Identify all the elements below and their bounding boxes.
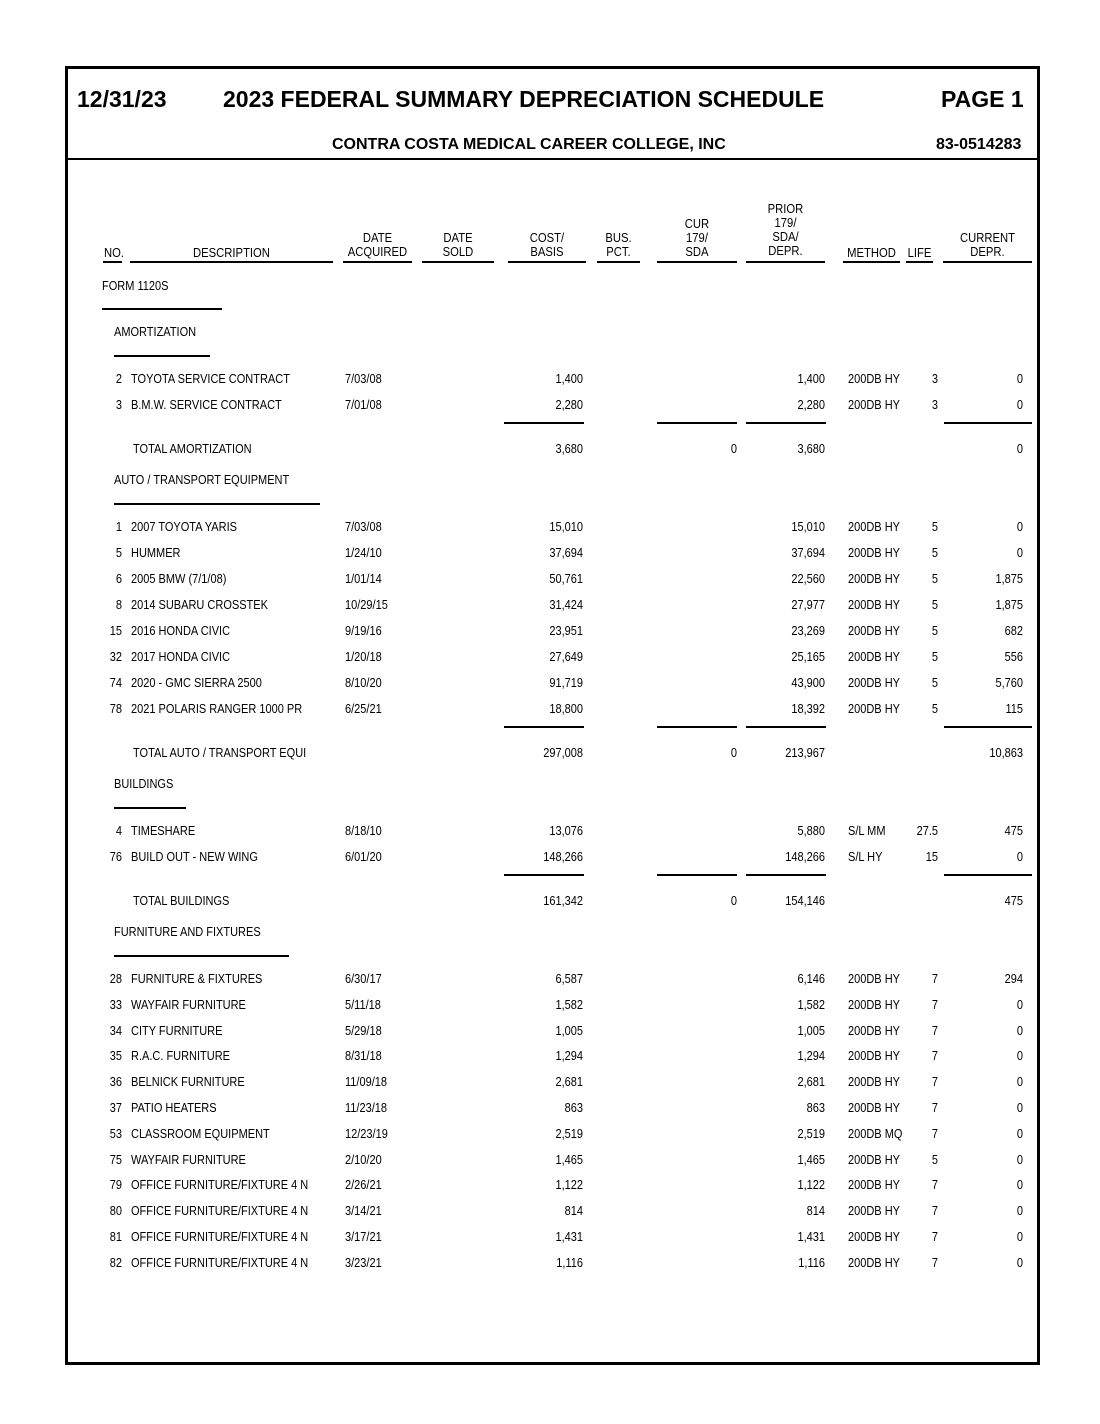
cost-basis: 18,800 [549,702,583,716]
asset-description: WAYFAIR FURNITURE [131,997,246,1012]
method: 200DB HY [848,520,900,534]
col-header-text: SDA [685,244,709,259]
date-acquired: 3/14/21 [345,1204,382,1219]
section-heading: FURNITURE AND FIXTURES [114,925,261,939]
section-heading: BUILDINGS [114,777,174,791]
cost-basis: 27,649 [549,650,583,664]
prior-depreciation: 22,560 [791,572,825,586]
asset-number: 4 [115,824,122,838]
section-underline [114,503,320,505]
cost-basis: 91,719 [549,676,583,690]
date-acquired: 1/01/14 [345,572,382,586]
asset-number: 32 [109,650,122,664]
asset-description: OFFICE FURNITURE/FIXTURE 4 N [131,1204,309,1219]
date-acquired: 11/23/18 [345,1101,388,1115]
asset-number: 3 [115,398,122,412]
date-acquired: 12/23/19 [345,1126,388,1141]
life: 7 [931,1049,938,1064]
asset-description: 2016 HONDA CIVIC [131,624,231,638]
total-prior-depreciation: 154,146 [785,894,825,908]
section-underline [114,955,289,957]
method: 200DB HY [848,676,900,690]
prior-depreciation: 15,010 [791,520,825,534]
asset-number: 82 [109,1255,122,1270]
current-depreciation: 0 [1016,850,1023,864]
asset-description: 2014 SUBARU CROSSTEK [131,598,268,612]
asset-description: R.A.C. FURNITURE [131,1049,230,1064]
method: 200DB HY [848,1204,900,1219]
asset-number: 1 [115,520,122,534]
current-depreciation: 0 [1016,1101,1023,1115]
current-depreciation: 0 [1016,1075,1023,1090]
col-header-underline [746,261,825,263]
method: 200DB HY [848,972,900,986]
company-name: CONTRA COSTA MEDICAL CAREER COLLEGE, INC [332,136,726,153]
col-header-underline [843,261,900,263]
prior-depreciation: 148,266 [785,850,825,864]
asset-number: 53 [109,1126,122,1141]
date-acquired: 7/03/08 [345,372,382,386]
total-cost-basis: 297,008 [543,746,583,760]
asset-number: 8 [115,598,122,612]
asset-description: HUMMER [131,546,181,560]
prior-depreciation: 25,165 [791,650,825,664]
section-heading: AMORTIZATION [114,325,197,339]
current-depreciation: 682 [1004,624,1023,638]
total-rule [504,422,584,424]
life: 7 [931,1126,938,1141]
cost-basis: 6,587 [555,972,583,986]
current-depreciation: 0 [1016,1152,1023,1167]
total-cost-basis: 161,342 [543,894,583,908]
asset-number: 28 [109,972,122,986]
date-acquired: 10/29/15 [345,598,388,612]
form-label: FORM 1120S [102,279,169,293]
current-depreciation: 0 [1016,1230,1023,1244]
section-underline [114,807,186,809]
prior-depreciation: 27,977 [791,598,825,612]
total-rule [944,422,1032,424]
asset-number: 75 [109,1152,122,1167]
date-acquired: 8/10/20 [345,676,382,690]
prior-depreciation: 1,122 [797,1178,825,1193]
total-rule [657,874,737,876]
col-header-text: NO. [103,245,124,260]
section-total-label: TOTAL AMORTIZATION [133,442,252,456]
cost-basis: 15,010 [549,520,583,534]
current-depreciation: 475 [1004,824,1023,838]
col-header-method [846,246,897,260]
asset-number: 34 [109,1023,122,1038]
col-header-no [103,245,124,260]
col-header-text: DATE [443,231,473,245]
date-acquired: 2/26/21 [345,1178,382,1193]
cost-basis: 23,951 [549,624,583,638]
cost-basis: 13,076 [549,824,583,838]
cost-basis: 1,005 [555,1023,583,1038]
prior-depreciation: 18,392 [791,702,825,716]
report-title: 2023 FEDERAL SUMMARY DEPRECIATION SCHEDULE [223,86,825,112]
cost-basis: 814 [564,1204,583,1219]
date-acquired: 6/01/20 [345,850,382,864]
col-header-text: CUR [684,216,710,231]
col-header-cur-179 [661,217,733,259]
col-header-cost-basis [512,231,582,259]
cost-basis: 1,582 [555,997,583,1012]
date-acquired: 1/24/10 [345,546,382,560]
current-depreciation: 0 [1016,1126,1023,1141]
method: 200DB HY [848,650,900,664]
method: 200DB HY [848,598,900,612]
life: 5 [931,702,938,716]
current-depreciation: 0 [1016,520,1023,534]
asset-number: 81 [109,1230,122,1244]
col-header-text: DESCRIPTION [193,245,270,260]
method: 200DB HY [848,702,900,716]
total-rule [657,422,737,424]
date-acquired: 6/30/17 [345,972,382,986]
prior-depreciation: 814 [806,1204,825,1219]
asset-number: 80 [109,1204,122,1219]
method: 200DB HY [848,997,900,1012]
life: 7 [931,1255,938,1270]
date-acquired: 3/17/21 [345,1230,382,1244]
prior-depreciation: 2,519 [797,1126,825,1141]
col-header-underline [943,261,1032,263]
life: 5 [931,572,938,586]
col-header-bus-pct [599,231,638,259]
cost-basis: 50,761 [549,572,583,586]
section-heading: AUTO / TRANSPORT EQUIPMENT [114,473,290,487]
col-header-text: 179/ [774,216,797,230]
prior-depreciation: 6,146 [797,972,825,986]
current-depreciation: 1,875 [995,572,1023,586]
cost-basis: 2,280 [555,398,583,412]
life: 7 [931,1178,938,1193]
total-rule [944,726,1032,728]
col-header-text: PRIOR [767,202,804,216]
asset-number: 5 [115,546,122,560]
prior-depreciation: 2,681 [797,1075,825,1090]
current-depreciation: 556 [1004,650,1023,664]
col-header-underline [422,261,494,263]
asset-number: 74 [109,676,122,690]
asset-number: 37 [109,1101,122,1115]
current-depreciation: 294 [1004,972,1023,986]
total-rule [504,726,584,728]
life: 7 [931,1101,938,1115]
asset-description: 2021 POLARIS RANGER 1000 PR [131,702,303,716]
asset-description: CITY FURNITURE [131,1023,223,1038]
total-rule [746,874,826,876]
col-header-text: SOLD [442,245,474,259]
date-acquired: 8/31/18 [345,1049,382,1064]
life: 5 [931,598,938,612]
total-current-depreciation: 10,863 [989,746,1023,760]
asset-number: 36 [109,1075,122,1090]
header-divider [68,158,1037,160]
cost-basis: 2,681 [555,1075,583,1090]
asset-number: 2 [115,372,122,386]
col-header-underline [597,261,640,263]
prior-depreciation: 43,900 [791,676,825,690]
total-rule [657,726,737,728]
total-rule [746,726,826,728]
col-header-description [140,246,323,260]
col-header-current-depr [947,231,1027,259]
col-header-underline [343,261,412,263]
current-depreciation: 0 [1016,1204,1023,1219]
asset-description: TOYOTA SERVICE CONTRACT [131,372,290,386]
method: S/L HY [848,850,883,864]
method: 200DB HY [848,372,900,386]
date-acquired: 5/29/18 [345,1023,382,1038]
date-acquired: 11/09/18 [345,1075,388,1090]
col-header-text: SDA/ [772,230,799,244]
asset-description: OFFICE FURNITURE/FIXTURE 4 N [131,1255,309,1270]
col-header-text: BASIS [530,245,564,259]
cost-basis: 1,294 [555,1049,583,1064]
col-header-text: COST/ [529,231,565,245]
method: S/L MM [848,824,886,838]
cost-basis: 1,431 [555,1230,583,1244]
date-acquired: 5/11/18 [345,997,381,1012]
prior-depreciation: 1,465 [797,1152,825,1167]
current-depreciation: 0 [1016,372,1023,386]
current-depreciation: 115 [1005,702,1023,716]
method: 200DB HY [848,1255,900,1270]
total-current-depreciation: 0 [1016,442,1023,456]
total-rule [746,422,826,424]
method: 200DB HY [848,1152,900,1167]
date-acquired: 3/23/21 [345,1255,382,1270]
method: 200DB HY [848,1230,900,1244]
col-header-underline [130,261,333,263]
current-depreciation: 0 [1016,398,1023,412]
total-current-depreciation: 475 [1004,894,1023,908]
current-depreciation: 0 [1016,997,1023,1012]
cost-basis: 31,424 [549,598,583,612]
cost-basis: 2,519 [555,1126,583,1141]
col-header-text: DEPR. [970,245,1005,259]
prior-depreciation: 1,400 [797,372,825,386]
cost-basis: 1,122 [555,1178,583,1193]
life: 7 [931,1230,938,1244]
method: 200DB HY [848,398,900,412]
asset-number: 6 [115,572,122,586]
col-header-underline [103,261,122,263]
date-acquired: 1/20/18 [345,650,382,664]
col-header-life [907,246,931,260]
total-prior-depreciation: 3,680 [797,442,825,456]
section-underline [114,355,210,357]
col-header-text: DEPR. [768,244,803,258]
cost-basis: 1,400 [555,372,583,386]
life: 27.5 [916,824,938,838]
current-depreciation: 0 [1016,1255,1023,1270]
life: 5 [931,650,938,664]
asset-number: 15 [109,624,122,638]
current-depreciation: 0 [1016,1023,1023,1038]
report-date: 12/31/23 [77,86,167,112]
life: 5 [931,520,938,534]
company-ein: 83-0514283 [936,136,1022,153]
asset-number: 78 [109,702,122,716]
page-number: PAGE 1 [941,86,1024,112]
life: 7 [931,972,938,986]
asset-description: WAYFAIR FURNITURE [131,1152,246,1167]
method: 200DB HY [848,1023,900,1038]
asset-number: 35 [109,1049,122,1064]
asset-number: 76 [109,850,122,864]
life: 5 [931,1152,938,1167]
date-acquired: 6/25/21 [345,702,382,716]
method: 200DB HY [848,546,900,560]
prior-depreciation: 1,116 [798,1255,825,1270]
col-header-text: METHOD [847,245,896,260]
col-header-date-acquired [346,231,408,259]
prior-depreciation: 5,880 [797,824,825,838]
asset-description: 2017 HONDA CIVIC [131,650,231,664]
current-depreciation: 5,760 [995,676,1023,690]
prior-depreciation: 863 [806,1101,825,1115]
cost-basis: 1,116 [556,1255,583,1270]
prior-depreciation: 2,280 [797,398,825,412]
col-header-underline [657,261,737,263]
col-header-text: PCT. [606,245,631,259]
asset-description: B.M.W. SERVICE CONTRACT [131,398,282,412]
col-header-text: CURRENT [959,231,1015,245]
method: 200DB HY [848,1178,900,1193]
life: 15 [925,850,938,864]
method: 200DB HY [848,1049,900,1064]
col-header-date-sold [426,231,491,259]
col-header-underline [508,261,586,263]
current-depreciation: 0 [1016,1178,1023,1193]
date-acquired: 9/19/16 [345,624,382,638]
method: 200DB HY [848,1075,900,1090]
current-depreciation: 1,875 [995,598,1023,612]
section-total-label: TOTAL AUTO / TRANSPORT EQUI [133,746,307,760]
method: 200DB HY [848,1101,900,1115]
current-depreciation: 0 [1016,546,1023,560]
life: 7 [931,997,938,1012]
cost-basis: 148,266 [543,850,583,864]
asset-description: BELNICK FURNITURE [131,1075,245,1090]
prior-depreciation: 37,694 [791,546,825,560]
life: 5 [931,546,938,560]
section-total-label: TOTAL BUILDINGS [133,894,230,908]
asset-description: TIMESHARE [131,824,196,838]
col-header-prior-179 [750,202,821,258]
asset-description: CLASSROOM EQUIPMENT [131,1126,270,1141]
life: 3 [931,398,938,412]
date-acquired: 8/18/10 [345,824,382,838]
total-cur-179: 0 [730,746,737,760]
col-header-text: ACQUIRED [347,245,408,259]
total-cur-179: 0 [730,442,737,456]
cost-basis: 863 [564,1101,583,1115]
asset-description: 2007 TOYOTA YARIS [131,520,237,534]
col-header-text: BUS. [605,231,632,245]
date-acquired: 7/01/08 [345,398,382,412]
method: 200DB HY [848,624,900,638]
method: 200DB MQ [848,1126,903,1141]
asset-description: 2020 - GMC SIERRA 2500 [131,676,262,690]
asset-number: 33 [109,997,122,1012]
asset-description: BUILD OUT - NEW WING [131,850,258,864]
col-header-text: 179/ [686,230,708,245]
prior-depreciation: 1,431 [797,1230,825,1244]
total-rule [944,874,1032,876]
cost-basis: 1,465 [555,1152,583,1167]
prior-depreciation: 1,294 [797,1049,825,1064]
asset-description: 2005 BMW (7/1/08) [131,572,227,586]
life: 7 [931,1075,938,1090]
col-header-text: LIFE [907,245,932,260]
col-header-underline [906,261,933,263]
method: 200DB HY [848,572,900,586]
life: 5 [931,676,938,690]
asset-number: 79 [109,1178,122,1193]
asset-description: FURNITURE & FIXTURES [131,972,263,986]
date-acquired: 2/10/20 [345,1152,382,1167]
total-prior-depreciation: 213,967 [785,746,825,760]
prior-depreciation: 1,582 [797,997,825,1012]
asset-description: OFFICE FURNITURE/FIXTURE 4 N [131,1230,309,1244]
total-rule [504,874,584,876]
life: 5 [931,624,938,638]
asset-description: PATIO HEATERS [131,1101,217,1115]
prior-depreciation: 23,269 [791,624,825,638]
asset-description: OFFICE FURNITURE/FIXTURE 4 N [131,1178,309,1193]
date-acquired: 7/03/08 [345,520,382,534]
form-underline [102,308,222,310]
life: 7 [931,1023,938,1038]
total-cost-basis: 3,680 [555,442,583,456]
cost-basis: 37,694 [549,546,583,560]
col-header-text: DATE [362,231,393,245]
current-depreciation: 0 [1016,1049,1023,1064]
life: 3 [931,372,938,386]
prior-depreciation: 1,005 [797,1023,825,1038]
total-cur-179: 0 [730,894,737,908]
life: 7 [931,1204,938,1219]
